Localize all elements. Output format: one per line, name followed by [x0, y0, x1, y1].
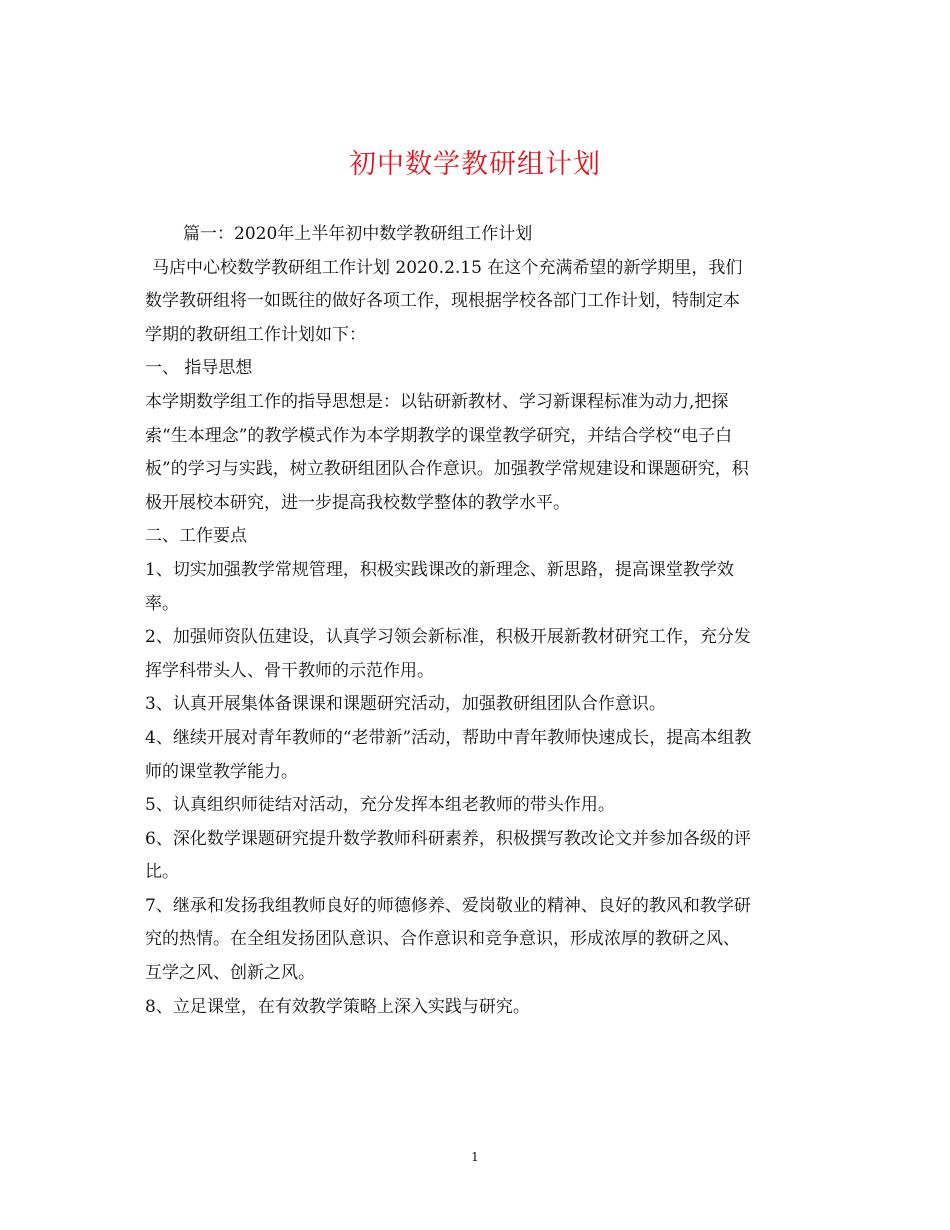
list-item-line: 3、认真开展集体备课课和课题研究活动，加强教研组团队合作意识。 — [145, 694, 666, 715]
document-title: 初中数学教研组计划 — [349, 149, 601, 180]
list-item-line: 6、深化数学课题研究提升数学教师科研素养，积极撰写教改论文并参加各级的评 — [145, 828, 751, 849]
paragraph-line: 极开展校本研究，进一步提高我校数学整体的教学水平。 — [145, 492, 570, 513]
list-item-line: 8、立足课堂，在有效教学策略上深入实践与研究。 — [145, 996, 530, 1017]
list-item-line: 率。 — [145, 593, 179, 614]
list-item-line: 互学之风、创新之风。 — [145, 963, 315, 984]
list-item-line: 1、切实加强教学常规管理，积极实践课改的新理念、新思路，提高课堂教学效 — [145, 559, 734, 580]
section-heading-guiding-ideology: 一、 指导思想 — [145, 358, 253, 379]
list-item-line: 究的热情。在全组发扬团队意识、合作意识和竞争意识，形成浓厚的教研之风、 — [145, 929, 740, 950]
paragraph-line: 板”的学习与实践，树立教研组团队合作意识。加强教学常规建设和课题研究，积 — [145, 459, 749, 480]
paragraph-line: 马店中心校数学教研组工作计划 2020.2.15 在这个充满希望的新学期里，我们 — [152, 257, 743, 278]
list-item-line: 2、加强师资队伍建设，认真学习领会新标准，积极开展新教材研究工作，充分发 — [145, 627, 751, 648]
list-item-line: 比。 — [145, 862, 179, 883]
document-body — [145, 218, 815, 1024]
list-item-line: 挥学科带头人、骨干教师的示范作用。 — [145, 660, 434, 681]
list-item-line: 4、继续开展对青年教师的“老带新”活动，帮助中青年教师快速成长，提高本组教 — [145, 727, 752, 748]
paragraph-line: 本学期数学组工作的指导思想是：以钻研新教材、学习新课程标准为动力,把探 — [145, 391, 729, 412]
page-number: 1 — [471, 1150, 479, 1164]
list-item-line: 师的课堂教学能力。 — [145, 761, 298, 782]
paragraph-line: 索“生本理念”的教学模式作为本学期教学的课堂教学研究，并结合学校“电子白 — [145, 425, 733, 446]
section-heading-pian-yi: 篇一：2020年上半年初中数学教研组工作计划 — [183, 224, 533, 244]
paragraph-line: 学期的教研组工作计划如下： — [145, 324, 366, 345]
section-heading-work-points: 二、工作要点 — [145, 526, 247, 547]
list-item-line: 7、继承和发扬我组教师良好的师德修养、爱岗敬业的精神、良好的教风和教学研 — [145, 895, 751, 916]
paragraph-line: 数学教研组将一如既往的做好各项工作，现根据学校各部门工作计划，特制定本 — [145, 291, 740, 312]
list-item-line: 5、认真组织师徒结对活动，充分发挥本组老教师的带头作用。 — [145, 795, 615, 816]
